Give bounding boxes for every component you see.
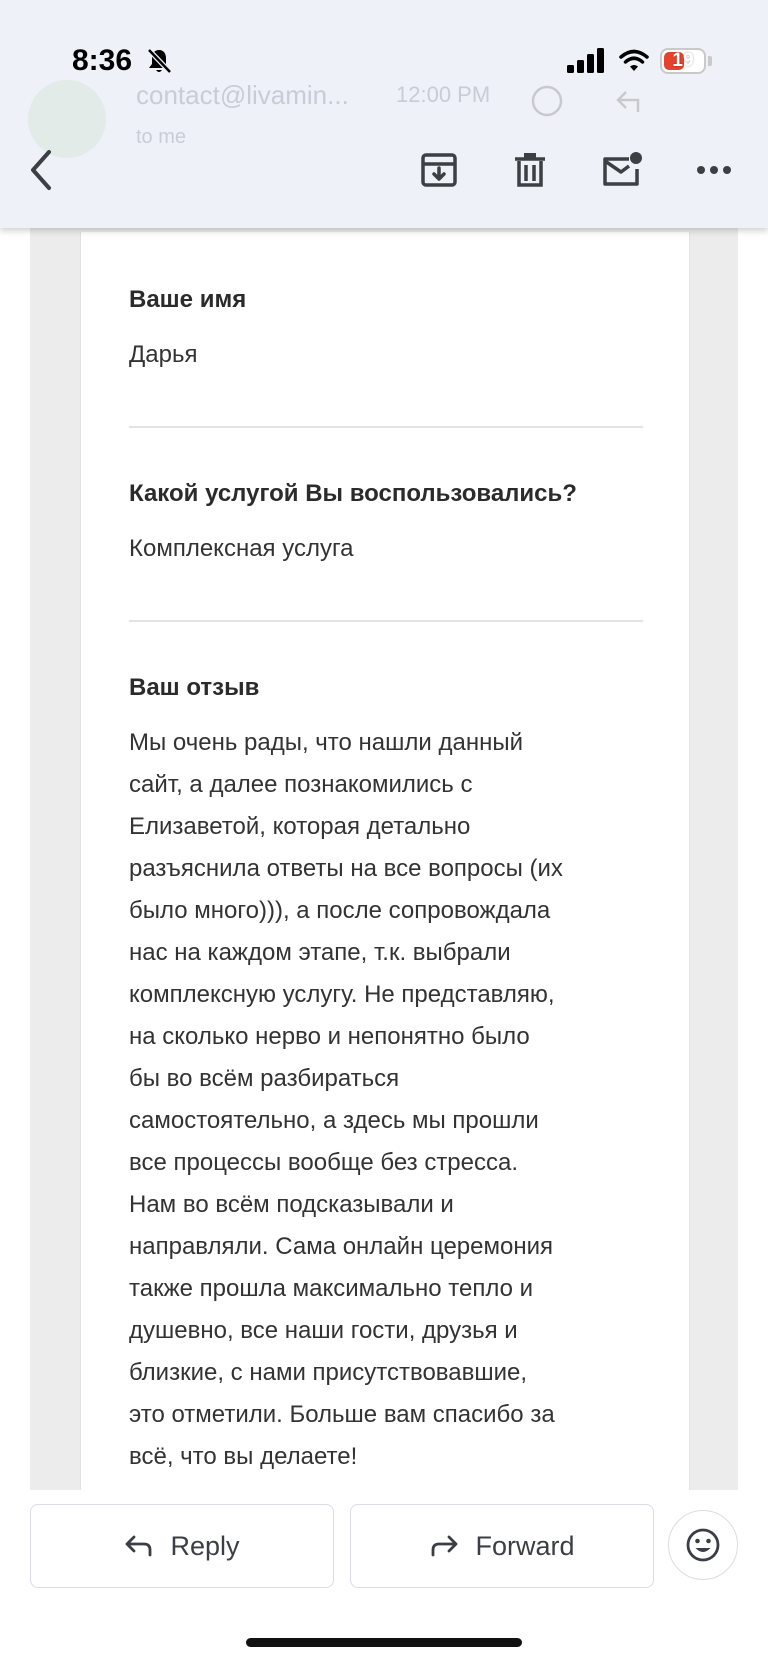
sender-address: contact@livamin... [136, 80, 349, 110]
field-label: Какой услугой Вы воспользовались? [129, 480, 577, 507]
review-line: это отметили. Больше вам спасибо за [129, 1401, 555, 1428]
reply-button[interactable] [30, 1504, 334, 1588]
battery-cap [708, 56, 712, 66]
forward-label: Forward [475, 1530, 575, 1561]
review-line: все процессы вообще без стресса. [129, 1149, 519, 1176]
bottom-action-bar [0, 1490, 768, 1669]
review-line: Елизаветой, которая детально [129, 813, 471, 840]
review-line: всё, что вы делаете! [129, 1443, 358, 1470]
review-line: нас на каждом этапе, т.к. выбрали [129, 939, 511, 966]
field-review [129, 672, 643, 1478]
field-service [129, 478, 643, 570]
reply-arrow-icon [124, 1534, 154, 1558]
forward-arrow-icon [429, 1534, 459, 1558]
more-options-button[interactable] [690, 146, 738, 194]
field-value: Дарья [129, 341, 198, 368]
review-line: было много))), а после сопровождала [129, 897, 551, 924]
review-line: самостоятельно, а здесь мы прошли [129, 1107, 539, 1134]
emoji-icon [530, 84, 564, 118]
cellular-signal-icon [566, 48, 606, 74]
email-card [80, 232, 690, 1490]
review-line: Мы очень рады, что нашли данный [129, 729, 523, 756]
review-line: сайт, а далее познакомились с [129, 771, 473, 798]
home-indicator [246, 1638, 522, 1647]
trash-icon [513, 151, 547, 189]
mark-unread-button[interactable] [598, 146, 646, 194]
message-time: 12:00 PM [396, 82, 491, 107]
archive-icon [420, 151, 458, 189]
back-button[interactable] [18, 146, 66, 194]
recipient-label: to me [136, 126, 187, 148]
battery-percent: 19 [672, 50, 694, 71]
wifi-icon [618, 47, 650, 75]
field-name [129, 284, 643, 376]
archive-button[interactable] [415, 146, 463, 194]
delete-button[interactable] [506, 146, 554, 194]
top-header [0, 0, 768, 228]
review-text [129, 722, 643, 1478]
more-icon [696, 165, 732, 175]
review-line: комплексную услугу. Не представляю, [129, 981, 555, 1008]
reply-label: Reply [170, 1530, 240, 1561]
mark-unread-icon [601, 151, 643, 189]
divider [129, 426, 643, 428]
review-line: близкие, с нами присутствовавшие, [129, 1359, 528, 1386]
review-line: бы во всём разбираться [129, 1065, 400, 1092]
review-line: разъяснила ответы на все вопросы (их [129, 855, 563, 882]
review-line: также прошла максимально тепло и [129, 1275, 534, 1302]
reply-icon [612, 84, 646, 118]
field-label: Ваш отзыв [129, 674, 260, 701]
review-line: душевно, все наши гости, друзья и [129, 1317, 518, 1344]
bell-slash-icon [146, 47, 172, 75]
review-line: Нам во всём подсказывали и [129, 1191, 454, 1218]
emoji-reaction-button[interactable] [668, 1510, 738, 1580]
status-time: 8:36 [72, 44, 133, 77]
review-line: направляли. Сама онлайн церемония [129, 1233, 554, 1260]
field-value: Комплексная услуга [129, 535, 354, 562]
forward-button[interactable] [350, 1504, 654, 1588]
back-chevron-icon [27, 148, 57, 192]
divider [129, 620, 643, 622]
field-label: Ваше имя [129, 286, 247, 313]
battery-icon [660, 48, 706, 74]
review-line: на сколько нерво и непонятно было [129, 1023, 530, 1050]
emoji-reaction-icon [685, 1527, 721, 1563]
